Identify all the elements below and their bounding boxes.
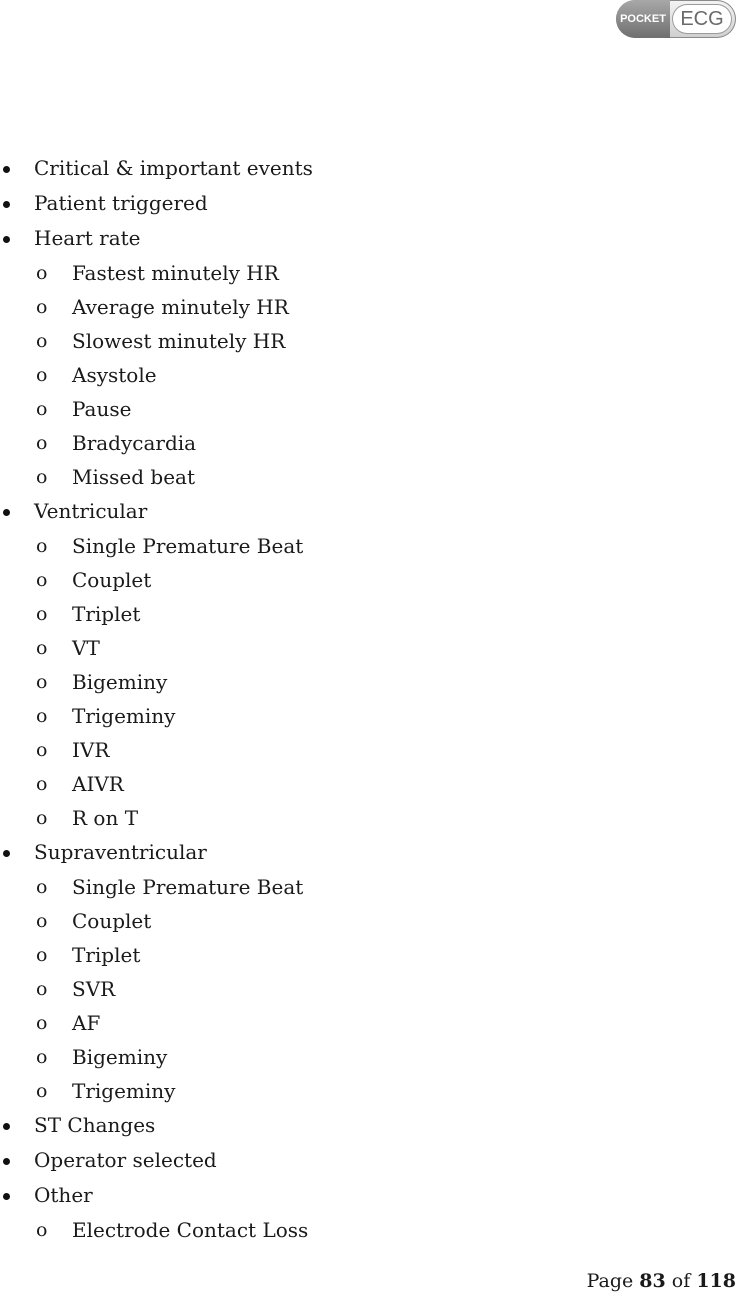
sub-list-item (0, 938, 738, 972)
bullet-icon (3, 201, 10, 208)
list-item-label: Patient triggered (34, 191, 208, 215)
sub-list-item (0, 1006, 738, 1040)
sub-list-item (0, 1213, 738, 1247)
circle-bullet-icon: o (36, 739, 48, 761)
list-item-label: Supraventricular (34, 840, 207, 864)
sub-list-item-label: VT (72, 636, 100, 660)
circle-bullet-icon: o (36, 910, 48, 932)
current-page: 83 (639, 1270, 666, 1292)
sub-list-item (0, 801, 738, 835)
sub-list-item-label: Fastest minutely HR (72, 261, 279, 285)
page-number (587, 1267, 736, 1295)
list-item (0, 835, 738, 870)
circle-bullet-icon: o (36, 398, 48, 420)
sub-list-item (0, 904, 738, 938)
circle-bullet-icon: o (36, 637, 48, 659)
sub-list-item-label: Single Premature Beat (72, 875, 304, 899)
circle-bullet-icon: o (36, 705, 48, 727)
circle-bullet-icon: o (36, 876, 48, 898)
sub-list-item-label: Bigeminy (72, 670, 168, 694)
sub-list-item-label: Trigeminy (72, 1079, 176, 1103)
sub-list-item-label: Missed beat (72, 465, 195, 489)
bullet-icon (3, 850, 10, 857)
list-item (0, 186, 738, 221)
circle-bullet-icon: o (36, 1012, 48, 1034)
event-category-list (0, 151, 738, 1247)
circle-bullet-icon: o (36, 978, 48, 1000)
list-item (0, 494, 738, 529)
sub-list-item (0, 1074, 738, 1108)
sub-list-item (0, 1040, 738, 1074)
sub-list-item-label: Single Premature Beat (72, 534, 304, 558)
sub-list-item-label: Slowest minutely HR (72, 329, 286, 353)
circle-bullet-icon: o (36, 1080, 48, 1102)
sub-list-item (0, 597, 738, 631)
sub-list-item (0, 529, 738, 563)
list-item-label: ST Changes (34, 1113, 156, 1137)
list-item-label: Other (34, 1183, 93, 1207)
list-item-label: Critical & important events (34, 156, 313, 180)
bullet-icon (3, 1158, 10, 1165)
sub-list-item (0, 392, 738, 426)
sub-list-item (0, 256, 738, 290)
sub-list-item (0, 733, 738, 767)
circle-bullet-icon: o (36, 671, 48, 693)
bullet-icon (3, 1193, 10, 1200)
sub-list-item-label: Average minutely HR (72, 295, 289, 319)
bullet-icon (3, 1123, 10, 1130)
sub-list-item-label: Couplet (72, 909, 152, 933)
sub-list-item-label: Triplet (72, 602, 141, 626)
circle-bullet-icon: o (36, 1046, 48, 1068)
sub-list-item (0, 563, 738, 597)
sub-list-item (0, 426, 738, 460)
logo-ecg-text: ECG (672, 4, 732, 34)
sub-list-item (0, 631, 738, 665)
circle-bullet-icon: o (36, 466, 48, 488)
circle-bullet-icon: o (36, 603, 48, 625)
sub-list-item (0, 358, 738, 392)
sub-list-item-label: Bigeminy (72, 1045, 168, 1069)
circle-bullet-icon: o (36, 432, 48, 454)
circle-bullet-icon: o (36, 330, 48, 352)
list-item (0, 151, 738, 186)
circle-bullet-icon: o (36, 296, 48, 318)
list-item (0, 1178, 738, 1213)
circle-bullet-icon: o (36, 944, 48, 966)
sub-list-item (0, 699, 738, 733)
circle-bullet-icon: o (36, 364, 48, 386)
circle-bullet-icon: o (36, 773, 48, 795)
bullet-icon (3, 236, 10, 243)
pocketecg-logo (616, 0, 736, 38)
page-of-label: of (671, 1270, 691, 1292)
circle-bullet-icon: o (36, 807, 48, 829)
sub-list-item-label: SVR (72, 977, 116, 1001)
list-item (0, 221, 738, 256)
bullet-icon (3, 509, 10, 516)
sub-list-item (0, 324, 738, 358)
circle-bullet-icon: o (36, 535, 48, 557)
sub-list-item-label: AIVR (72, 772, 124, 796)
sub-list-item-label: AF (72, 1011, 101, 1035)
circle-bullet-icon: o (36, 569, 48, 591)
sub-list-item (0, 460, 738, 494)
sub-list-item-label: Couplet (72, 568, 152, 592)
sub-list-item-label: Trigeminy (72, 704, 176, 728)
sub-list-item (0, 870, 738, 904)
circle-bullet-icon: o (36, 1219, 48, 1241)
sub-list-item (0, 767, 738, 801)
sub-list-item-label: R on T (72, 806, 139, 830)
list-item-label: Ventricular (34, 499, 148, 523)
list-item-label: Operator selected (34, 1148, 217, 1172)
sub-list-item-label: IVR (72, 738, 110, 762)
list-item (0, 1143, 738, 1178)
sub-list-item (0, 665, 738, 699)
sub-list-item-label: Bradycardia (72, 431, 197, 455)
sub-list-item (0, 972, 738, 1006)
sub-list-item-label: Pause (72, 397, 132, 421)
sub-list-item (0, 290, 738, 324)
sub-list-item-label: Electrode Contact Loss (72, 1218, 309, 1242)
bullet-icon (3, 166, 10, 173)
sub-list-item-label: Triplet (72, 943, 141, 967)
circle-bullet-icon: o (36, 262, 48, 284)
page-label: Page (586, 1270, 634, 1292)
logo-pocket-text: POCKET (616, 0, 670, 38)
total-pages: 118 (696, 1270, 736, 1292)
list-item-label: Heart rate (34, 226, 141, 250)
list-item (0, 1108, 738, 1143)
sub-list-item-label: Asystole (72, 363, 157, 387)
